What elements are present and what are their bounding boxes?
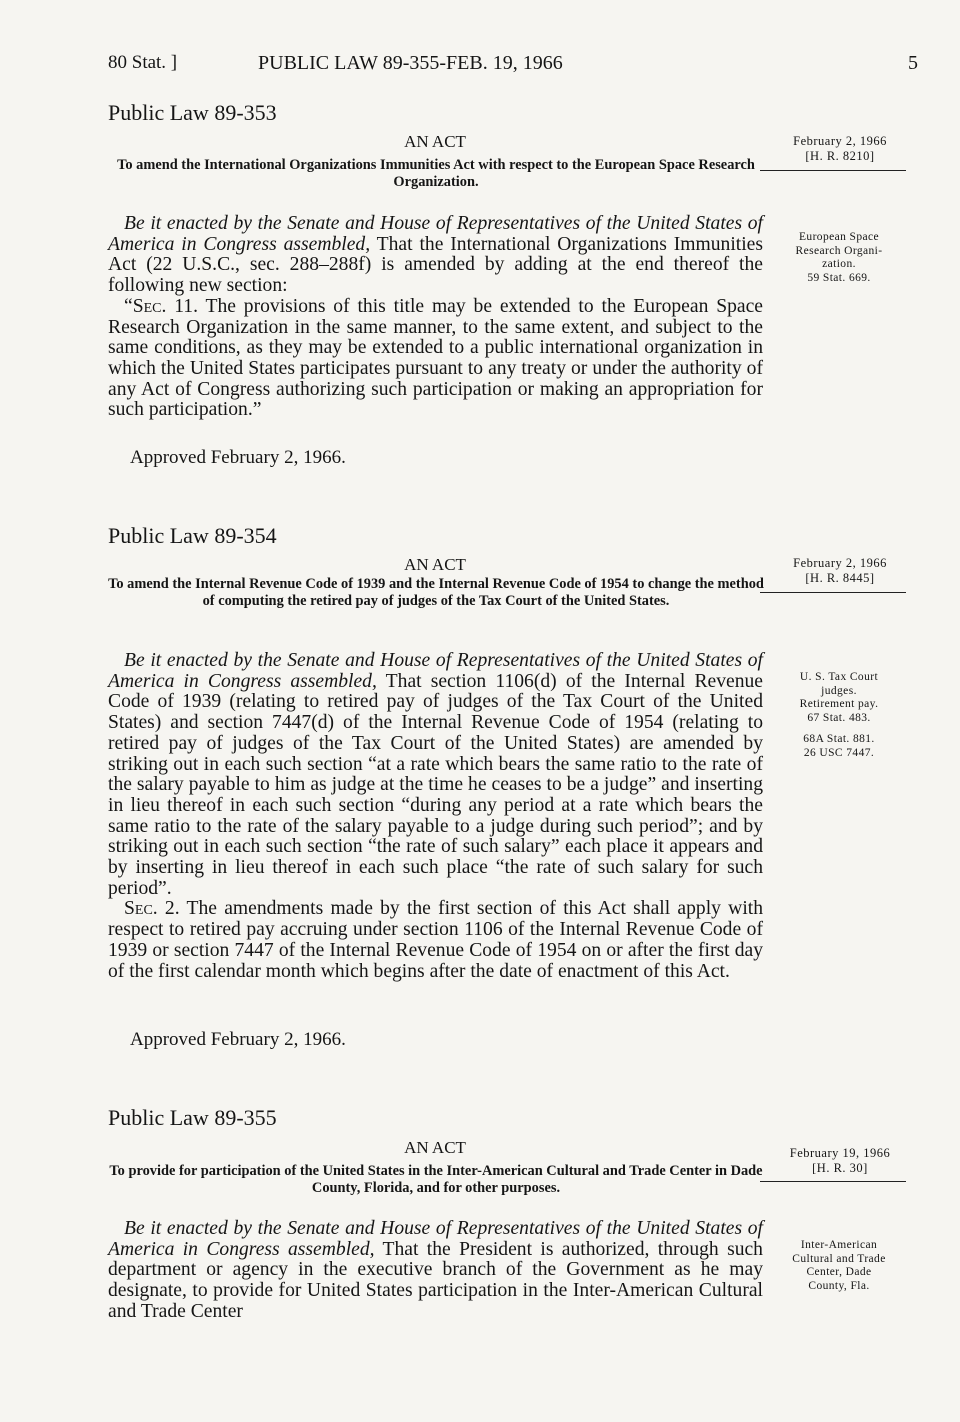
- act-purpose: To amend the International Organizations Immunities Act with respect to the European Space Research Organization.: [117, 157, 755, 190]
- section-label: “Sec. 11.: [124, 295, 198, 317]
- section-text: The provisions of this title may be extended to the European Space Research Organization in the same manner, to the same extent, and subject to the same conditions, as they may be extended to a public international organization in which the United States participates pursuant to any treaty or under the authority of any Act of Congress authorizing such participation or making an appropriation for such participation.”: [108, 295, 764, 421]
- enactment-date: February 2, 1966: [793, 556, 887, 570]
- enacting-text: That the President is authorized, through such department or agency in the executive branch of the Government as he may designate, to provide for United States participation in the Inter-American Cultural and Trade Center: [108, 1238, 763, 1322]
- act-purpose: To amend the Internal Revenue Code of 1939 and the Internal Revenue Code of 1954 to change the method of computing the retired pay of judges of the Tax Court of the United States.: [108, 576, 764, 609]
- margin-note-line: European Space: [799, 231, 879, 243]
- enacting-text: That the International Organizations Immunities Act (22 U.S.C., sec. 288–288f) is amended by adding at the end thereof the following new section:: [108, 233, 763, 297]
- law-title: Public Law 89-355: [108, 1105, 277, 1130]
- page-header: [108, 52, 918, 82]
- margin-note: [768, 671, 910, 761]
- act-purpose: To provide for participation of the United States in the Inter-American Cultural and Trade Center in Dade County, Florida, and for other purposes.: [109, 1163, 763, 1196]
- section-paragraph: [108, 297, 763, 421]
- margin-rule: [760, 170, 906, 171]
- page-number: 5: [908, 52, 918, 74]
- law-title: Public Law 89-353: [108, 100, 277, 125]
- enactment-date: February 19, 1966: [789, 1146, 891, 1160]
- margin-note-line: 67 Stat. 483.: [807, 711, 871, 724]
- margin-note-line: 68A Stat. 881.: [803, 733, 875, 746]
- bill-number: [H. R. 8210]: [805, 149, 875, 163]
- enacting-clause: [108, 214, 763, 297]
- act-body: [108, 214, 763, 421]
- enacting-formula: Be it enacted by the Senate and House of Representatives of the United States of America in Congress assembled,: [108, 213, 763, 255]
- margin-note-line: 26 USC 7447.: [803, 746, 875, 759]
- an-act-heading: AN ACT: [404, 132, 466, 151]
- margin-note-line: Retirement pay.: [799, 698, 879, 711]
- enactment-date: February 2, 1966: [793, 134, 887, 148]
- margin-note: [768, 1239, 910, 1293]
- approval-line: Approved February 2, 1966.: [130, 1029, 346, 1050]
- margin-note-line: zation.: [822, 258, 856, 271]
- approval-line: Approved February 2, 1966.: [130, 447, 346, 468]
- margin-note-line: Inter-American: [800, 1239, 878, 1251]
- margin-note-line: 59 Stat. 669.: [807, 271, 871, 284]
- bill-number: [H. R. 30]: [812, 1161, 868, 1175]
- act-body: [108, 651, 763, 982]
- margin-note-line: Research Organi-: [795, 244, 883, 257]
- margin-note-line: Cultural and Trade: [792, 1252, 886, 1265]
- enacting-clause: [108, 651, 763, 899]
- margin-note-line: County, Fla.: [808, 1279, 870, 1292]
- margin-note-line: U. S. Tax Court: [799, 671, 879, 683]
- volume-reference: 80 Stat. ]: [108, 52, 178, 73]
- margin-note-line: Center, Dade: [806, 1266, 872, 1279]
- enacting-formula: Be it enacted by the Senate and House of Representatives of the United States of America in Congress assembled,: [108, 1218, 763, 1260]
- margin-note-line: judges.: [821, 684, 857, 697]
- law-title: Public Law 89-354: [108, 523, 277, 548]
- section-paragraph: [108, 899, 763, 982]
- section-text: The amendments made by the first section of this Act shall apply with respect to retired pay accruing under section 1106 of the Internal Revenue Code of 1939 or section 7447 of the Internal Revenue Code of 1954 on or after the first day of the first calendar month which begins after the date of enactment of this Act.: [108, 898, 764, 982]
- enacting-clause: [108, 1219, 763, 1323]
- bill-number: [H. R. 8445]: [805, 571, 875, 585]
- act-body: [108, 1219, 763, 1323]
- margin-rule: [760, 1181, 906, 1182]
- running-title: PUBLIC LAW 89-355-FEB. 19, 1966: [258, 52, 563, 74]
- section-label: Sec. 2.: [124, 898, 180, 920]
- margin-rule: [760, 592, 906, 593]
- an-act-heading: AN ACT: [404, 1138, 466, 1157]
- an-act-heading: AN ACT: [404, 555, 466, 574]
- margin-note: [768, 231, 910, 285]
- enacting-text: That section 1106(d) of the Internal Revenue Code of 1939 (relating to retired pay of judges of the Tax Court of the United States) and section 7447(d) of the Internal Revenue Code of 1954 (relating to retired pay of judges of the Tax Court of the United States) are amended by striking out in each such section “at a rate which bears the same ratio to the rate of the salary payable to him as judge at the time he ceases to be a judge” and inserting in lieu thereof in each such section “during any period at a rate which bears the same ratio to the rate of the salary payable to a judge during such period”; and by striking out in each such section “the rate of such salary” each place it appears and by inserting in lieu thereof in each such place “the rate of such salary for such period”.: [108, 670, 763, 899]
- enacting-formula: Be it enacted by the Senate and House of Representatives of the United States of America in Congress assembled,: [108, 650, 763, 692]
